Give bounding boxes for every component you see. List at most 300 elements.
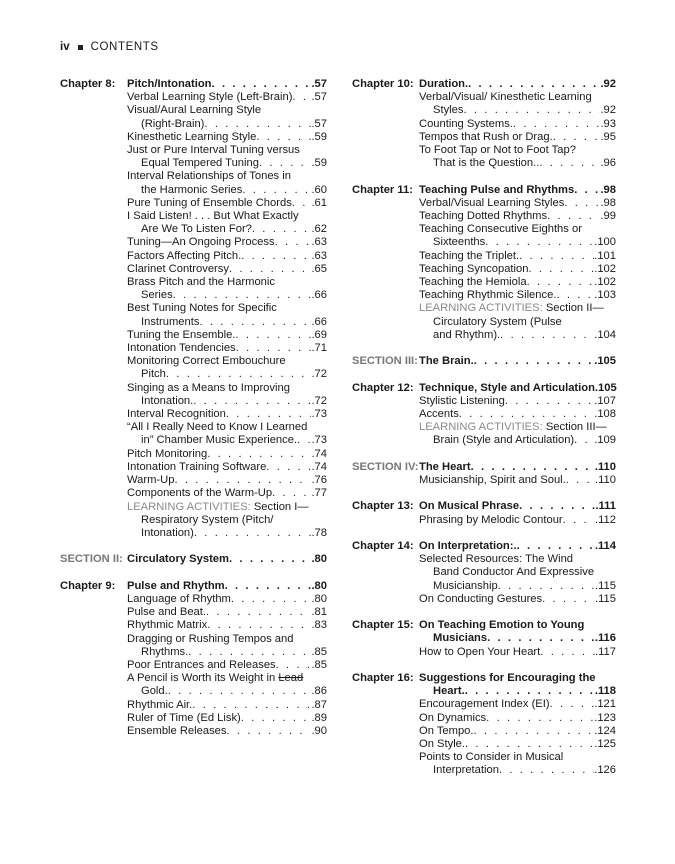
entry-text: On Interpretation:. (419, 540, 517, 553)
page-ref[interactable]: .108 (594, 408, 616, 421)
entry-text: Teaching Syncopation (419, 262, 529, 275)
dot-leader (256, 131, 311, 144)
dot-leader (468, 78, 600, 91)
toc-group (352, 461, 616, 487)
page-ref[interactable]: .61 (311, 196, 327, 209)
toc-entry (419, 514, 616, 527)
entry-text: Sixteenths (433, 236, 486, 249)
page-ref[interactable]: .100 (594, 236, 616, 249)
entry-text-wrap (141, 184, 242, 197)
entry-text-wrap (127, 91, 292, 104)
dot-leader (173, 289, 312, 302)
toc-entry (127, 382, 327, 408)
page-ref[interactable]: .80 (311, 579, 327, 592)
toc-entry (127, 170, 327, 196)
toc-group (352, 78, 616, 170)
page-ref[interactable]: .72 (311, 394, 327, 407)
toc-entry-line (419, 157, 616, 170)
toc-entry-line (419, 553, 616, 566)
toc-entry-line (419, 302, 616, 315)
entry-text: the Harmonic Series (141, 183, 243, 196)
toc-entry (127, 104, 327, 130)
entry-text: On Tempo. (419, 724, 474, 737)
page-ref[interactable]: .80 (311, 553, 327, 566)
entry-text-wrap (127, 131, 256, 144)
page-ref[interactable]: .116 (594, 632, 616, 645)
toc-entry (127, 263, 327, 276)
entry-text: Verbal Learning Style (Left-Brain) (127, 91, 293, 104)
entry-text-wrap (433, 632, 487, 645)
entry-text: Instruments (141, 315, 200, 328)
dot-leader (498, 580, 595, 593)
toc-entry (127, 197, 327, 210)
toc-entry-line (127, 461, 327, 474)
entry-text: Teaching the Hemiola (419, 276, 527, 289)
entry-text-wrap (127, 197, 292, 210)
dot-leader (485, 236, 594, 249)
page-ref[interactable]: .92 (600, 78, 616, 90)
dot-leader (519, 250, 594, 263)
toc-entry-line (127, 144, 327, 157)
entry-text-wrap (127, 699, 192, 712)
toc-entry-line (419, 672, 616, 685)
entry-text: The Heart (419, 460, 471, 473)
entry-text: Counting Systems. (419, 117, 513, 130)
dot-leader (227, 725, 312, 738)
toc-entry-line (127, 355, 327, 368)
page-ref[interactable]: .115 (595, 592, 616, 605)
square-bullet-icon (78, 45, 83, 50)
toc-entry (419, 751, 616, 777)
dot-leader (225, 580, 312, 593)
toc-entry-line (127, 316, 327, 329)
page-ref[interactable]: .95 (600, 130, 616, 143)
entry-text-wrap (419, 738, 465, 751)
entry-text-wrap (127, 606, 206, 619)
toc-entry (419, 263, 616, 276)
dot-leader (487, 632, 595, 645)
page-ref[interactable]: .78 (311, 526, 327, 539)
page-ref[interactable]: .80 (311, 592, 327, 605)
entry-text-wrap (419, 421, 607, 433)
page-ref[interactable]: .93 (600, 117, 616, 130)
entry-text-wrap (141, 527, 194, 540)
dot-leader (174, 474, 311, 487)
entry-text: Rhythms. (141, 645, 189, 658)
toc-entry-line (127, 619, 327, 632)
toc-entry-line (419, 78, 616, 91)
toc-entry-line (419, 329, 616, 342)
chapter-label: Chapter 12: (352, 381, 414, 394)
entry-text-wrap (419, 500, 519, 513)
page-ref[interactable]: .57 (311, 78, 327, 90)
toc-entry-line (419, 474, 616, 487)
toc-entry (419, 500, 616, 513)
page-ref[interactable]: .101 (594, 249, 616, 262)
page-ref[interactable]: .92 (600, 104, 616, 117)
toc-column-right (352, 78, 616, 791)
entry-text-wrap (127, 250, 241, 263)
entry-text-wrap (419, 223, 582, 235)
toc-entry-line (419, 408, 616, 421)
dot-leader (272, 487, 311, 500)
entry-text: Duration. (419, 78, 469, 90)
entry-text-wrap (141, 223, 252, 236)
page-ref[interactable]: .124 (594, 724, 616, 737)
chapter-label: Chapter 15: (352, 619, 414, 632)
toc-entry-line (419, 355, 616, 368)
toc-entry (419, 421, 616, 447)
entry-text-wrap (419, 725, 474, 738)
page-ref[interactable]: .74 (311, 460, 327, 473)
entry-text: Monitoring Correct Embouchure (127, 355, 286, 368)
page-ref[interactable]: .96 (600, 157, 616, 170)
entry-text-wrap (433, 580, 498, 593)
toc-entry-line (127, 712, 327, 725)
entry-text-wrap (127, 633, 293, 645)
page-ref[interactable]: .65 (311, 262, 327, 275)
page-ref[interactable]: .73 (311, 434, 327, 447)
toc-entry (127, 633, 327, 659)
page-ref[interactable]: .66 (311, 315, 327, 328)
entry-text-wrap (419, 184, 574, 197)
entry-text-wrap (419, 751, 563, 763)
entry-text-wrap (127, 461, 266, 474)
page-ref[interactable]: .99 (600, 210, 616, 223)
entry-text: Ensemble Releases (127, 724, 227, 737)
dot-leader (513, 118, 601, 131)
page-ref[interactable]: .85 (311, 645, 327, 658)
entry-text: Circulatory System (Pulse (433, 315, 562, 328)
toc-entry-line (127, 514, 327, 527)
page-ref[interactable]: .105 (594, 355, 616, 368)
toc-entry-line (419, 725, 616, 738)
entry-text: How to Open Your Heart (419, 645, 541, 658)
entry-text-wrap (127, 302, 277, 314)
page-ref[interactable]: .62 (311, 223, 327, 236)
dot-leader (564, 197, 600, 210)
page-ref[interactable]: .74 (311, 447, 327, 460)
dot-leader (194, 527, 312, 540)
page-ref[interactable]: .115 (595, 579, 616, 592)
toc-entry-line (419, 685, 616, 698)
toc-entry-line (419, 593, 616, 606)
entry-text: Kinesthetic Learning Style (127, 130, 257, 143)
page-ref[interactable]: .66 (311, 289, 327, 302)
page-ref[interactable]: .60 (311, 183, 327, 196)
entry-text-wrap (419, 91, 592, 103)
toc-entry (419, 210, 616, 223)
toc-entry (419, 725, 616, 738)
entry-text: Rhythmic Air. (127, 698, 193, 711)
entry-text: Visual/Aural Learning Style (127, 104, 262, 117)
page-number: iv (60, 41, 70, 53)
page-ref[interactable]: .59 (311, 157, 327, 170)
entry-text: On Dynamics (419, 711, 487, 724)
entry-text: Circulatory System (127, 553, 229, 566)
toc-entry (127, 236, 327, 249)
page-ref[interactable]: .102 (594, 276, 616, 289)
entry-text: Brain (Style and Articulation) (433, 434, 575, 447)
page-ref[interactable]: .111 (595, 500, 616, 513)
entry-text-wrap (127, 144, 300, 156)
page-ref[interactable]: .117 (595, 645, 616, 658)
toc-entry-line (419, 395, 616, 408)
toc-entry (127, 302, 327, 328)
page-ref[interactable]: .90 (311, 724, 327, 737)
chapter-label: Chapter 13: (352, 500, 414, 513)
toc-entry (127, 408, 327, 421)
entry-text-wrap (419, 712, 486, 725)
toc-entry (419, 223, 616, 249)
entry-text-wrap (127, 501, 309, 513)
toc-entries (419, 78, 616, 170)
page-ref[interactable]: .112 (595, 513, 616, 526)
toc-entry-line (127, 593, 327, 606)
entry-text: Styles (433, 104, 464, 117)
entry-text-wrap (127, 382, 290, 394)
entry-text-wrap (127, 593, 231, 606)
entry-text: Technique, Style and Articulation (419, 381, 595, 394)
entry-text-wrap (433, 316, 562, 328)
dot-leader (500, 329, 594, 342)
page-ref[interactable]: .110 (594, 460, 616, 473)
dot-leader (252, 223, 312, 236)
entry-text: Pulse and Rhythm (127, 579, 225, 592)
entry-text: Musicianship, Spirit and Soul. (419, 474, 566, 487)
toc-entry (127, 461, 327, 474)
chapter-label: Chapter 9: (60, 579, 116, 592)
dot-leader (474, 355, 595, 368)
dot-leader (229, 553, 311, 566)
dot-leader (192, 699, 311, 712)
dot-leader (166, 368, 312, 381)
toc-entry-line (127, 633, 327, 646)
page-ref[interactable]: .72 (311, 368, 327, 381)
entry-text-wrap (419, 210, 547, 223)
toc-entries (419, 500, 616, 526)
entry-text-wrap (419, 355, 474, 368)
entry-text-wrap (127, 619, 207, 632)
toc-group (352, 500, 616, 526)
toc-entry (419, 395, 616, 408)
toc-entry-line (127, 276, 327, 289)
page-ref[interactable]: .77 (311, 487, 327, 500)
toc-entries (127, 553, 327, 566)
toc-entry-line (419, 580, 616, 593)
page-ref[interactable]: .118 (594, 685, 616, 698)
entry-text-wrap (141, 289, 173, 302)
dot-leader (207, 448, 311, 461)
toc-entry-line (127, 184, 327, 197)
toc-entry-line (419, 289, 616, 302)
entry-text-wrap (141, 685, 168, 698)
entry-text-wrap (127, 580, 225, 593)
toc-entry-line (127, 329, 327, 342)
page-ref[interactable]: .63 (311, 249, 327, 262)
toc-entries (419, 461, 616, 487)
toc-entry-line (127, 342, 327, 355)
entry-text: Series (141, 289, 173, 302)
entry-text-wrap (419, 395, 505, 408)
chapter-label: Chapter 10: (352, 78, 414, 90)
entry-text-wrap (433, 434, 574, 447)
entry-text: Verbal/Visual/ Kinesthetic Learning (419, 91, 592, 104)
toc-entry-line (419, 738, 616, 751)
page-ref[interactable]: .110 (595, 474, 616, 487)
toc-entry (127, 593, 327, 606)
entry-text-wrap (419, 197, 564, 210)
entry-text: Respiratory System (Pitch/ (141, 513, 274, 526)
dot-leader (474, 725, 595, 738)
page-ref[interactable]: .81 (311, 606, 327, 619)
toc-entry (127, 78, 327, 91)
toc-entry (127, 131, 327, 144)
toc-group (352, 355, 616, 368)
page-ref[interactable]: .87 (311, 698, 327, 711)
dot-leader (275, 236, 312, 249)
toc-entry-line (419, 751, 616, 764)
chapter-label: Chapter 11: (352, 183, 413, 196)
page-ref[interactable]: .121 (594, 698, 616, 711)
toc-entry (419, 184, 616, 197)
page-ref[interactable]: .71 (311, 342, 327, 355)
page-ref[interactable]: .109 (594, 434, 616, 447)
page-ref[interactable]: .98 (600, 196, 616, 209)
toc-entry-line (127, 725, 327, 738)
toc-entry (127, 144, 327, 170)
entry-text: Warm-Up (127, 474, 175, 487)
page-ref[interactable]: .125 (594, 738, 616, 751)
toc-entry (419, 91, 616, 117)
entry-text-wrap (419, 514, 563, 527)
page-ref[interactable]: .104 (594, 328, 616, 341)
entry-text: Stylistic Listening (419, 394, 505, 407)
entry-text: Teaching Dotted Rhythms (419, 210, 548, 223)
running-header (60, 41, 159, 53)
running-title: CONTENTS (90, 41, 159, 53)
page-ref[interactable]: .83 (311, 619, 327, 632)
toc-entry-line (419, 250, 616, 263)
entry-text: in” Chamber Music Experience. (141, 434, 298, 447)
entry-text: Pure Tuning of Ensemble Chords (127, 196, 292, 209)
toc-entry (127, 342, 327, 355)
toc-entry-line (419, 104, 616, 117)
page-ref[interactable]: .98 (600, 183, 616, 196)
entry-text-wrap (419, 540, 517, 553)
toc-entry-line (419, 91, 616, 104)
toc-entry-line (127, 131, 327, 144)
page-ref[interactable]: .126 (594, 764, 616, 777)
entry-text: Pitch/Intonation (127, 78, 212, 90)
entry-text-wrap (127, 236, 275, 249)
entry-text: Musicians (433, 632, 488, 645)
toc-entry-line (419, 632, 616, 645)
entry-text: (Right-Brain) (141, 117, 205, 130)
toc-entry (419, 289, 616, 302)
page-ref[interactable]: .63 (311, 236, 327, 249)
entry-text-wrap (419, 382, 595, 395)
entry-text-wrap (419, 646, 540, 659)
dot-leader (527, 276, 595, 289)
entry-text-wrap (127, 263, 229, 276)
page-ref[interactable]: .114 (594, 540, 616, 553)
dot-leader (486, 712, 594, 725)
toc-entry-line (127, 646, 327, 659)
entry-text-wrap (433, 685, 465, 698)
learning-activities-label: LEARNING ACTIVITIES: (127, 500, 251, 513)
page-ref[interactable]: .76 (311, 474, 327, 487)
toc-entry (127, 487, 327, 500)
toc-entry (127, 448, 327, 461)
page-ref[interactable]: .86 (311, 685, 327, 698)
toc-group (352, 382, 616, 448)
page-ref[interactable]: .102 (594, 262, 616, 275)
toc-entry (419, 738, 616, 751)
toc-entry (419, 698, 616, 711)
toc-entries (419, 540, 616, 606)
entry-text: Are We To Listen For? (141, 223, 252, 236)
toc-entry-line (127, 197, 327, 210)
entry-text-wrap (433, 236, 485, 249)
entry-text: I Said Listen! . . . But What Exactly (127, 210, 299, 223)
dot-leader (547, 210, 600, 223)
toc-entry-line (419, 118, 616, 131)
chapter-label: Chapter 8: (60, 78, 116, 90)
page-ref[interactable]: .69 (311, 328, 327, 341)
toc-entry-line (127, 501, 327, 514)
dot-leader (463, 104, 600, 117)
entry-text-wrap (419, 302, 604, 314)
entry-text-wrap (419, 250, 519, 263)
page-ref[interactable]: .57 (311, 117, 327, 130)
entry-text: Teaching the Triplet. (419, 249, 520, 262)
entry-text-wrap (127, 170, 291, 182)
page-ref[interactable]: .89 (311, 711, 327, 724)
entry-text-wrap (419, 474, 566, 487)
toc-entry-line (127, 672, 327, 685)
toc-entry (127, 699, 327, 712)
toc-entry (419, 250, 616, 263)
toc-entry-line (127, 395, 327, 408)
dot-leader (229, 263, 311, 276)
entry-text: To Foot Tap or Not to Foot Tap? (419, 144, 576, 157)
page-ref[interactable]: .57 (311, 91, 327, 104)
page-ref[interactable]: .107 (594, 394, 616, 407)
toc-entry (127, 501, 327, 541)
toc-entry (419, 646, 616, 659)
toc-entry-line (419, 236, 616, 249)
entry-text: Components of the Warm-Up (127, 487, 273, 500)
page-ref[interactable]: .123 (594, 711, 616, 724)
toc-entry (419, 382, 616, 395)
dot-leader (168, 685, 312, 698)
toc-group (60, 553, 327, 566)
toc-entry (419, 461, 616, 474)
toc-entries (419, 355, 616, 368)
page-ref[interactable]: .85 (311, 658, 327, 671)
entry-text-wrap (419, 276, 527, 289)
dot-leader (266, 461, 311, 474)
entry-text: Intonation) (141, 526, 194, 539)
page-ref[interactable]: .59 (311, 130, 327, 143)
entry-text: Section I— (250, 500, 309, 513)
entry-text-wrap (141, 157, 259, 170)
page-ref[interactable]: .73 (311, 408, 327, 421)
page-ref[interactable]: .105 (594, 381, 617, 394)
toc-entry (419, 355, 616, 368)
page-ref[interactable]: .103 (594, 289, 616, 302)
